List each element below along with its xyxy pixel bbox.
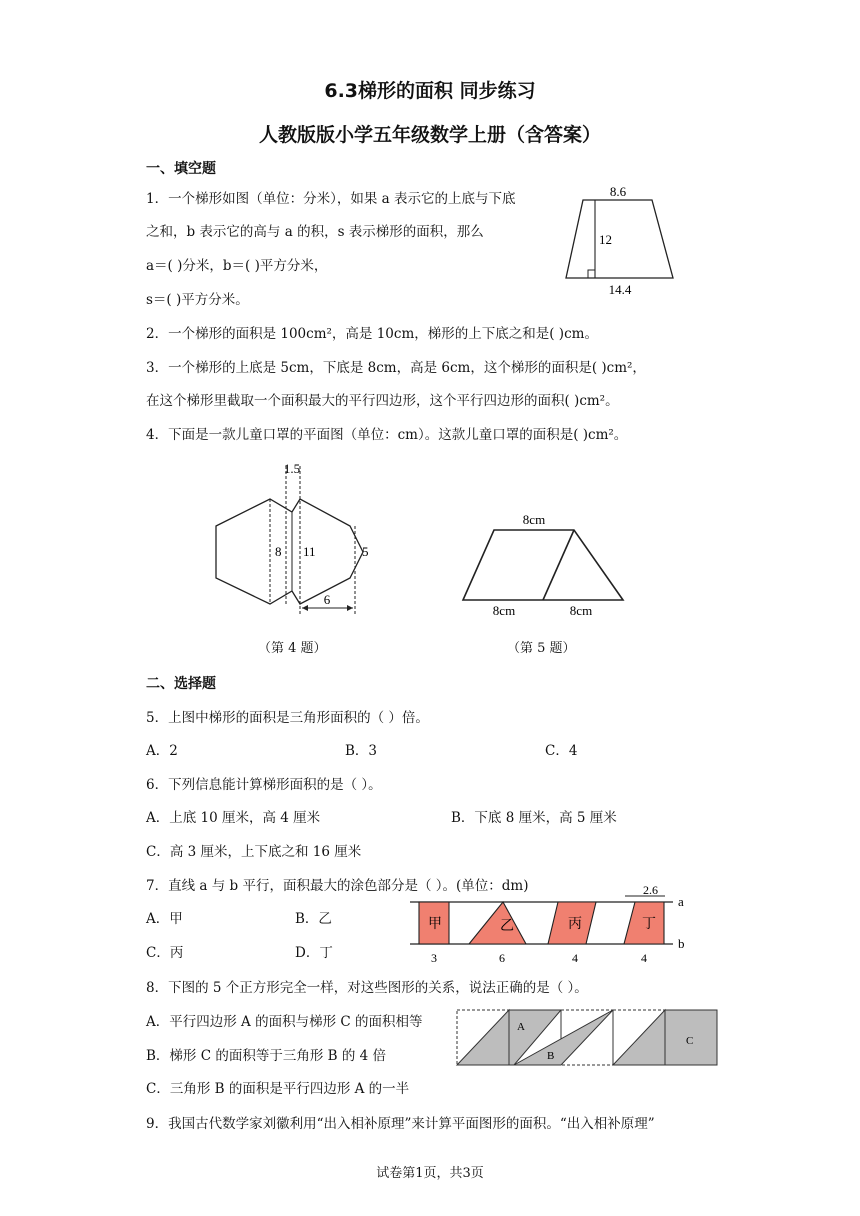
- trapezoid-top-label: 8.6: [609, 184, 627, 199]
- fig5-top-label: 8cm: [522, 512, 546, 527]
- shape-yi: [469, 902, 526, 944]
- fig5-divider: [543, 530, 574, 600]
- q8-label-b: B: [547, 1050, 555, 1062]
- mask-arrow-label: 6: [323, 592, 331, 607]
- q7-option-a: A．甲: [146, 911, 183, 927]
- q5-stem: 5．上图中梯形的面积是三角形面积的（ ）倍。: [146, 710, 429, 726]
- q7-line-b-label: b: [678, 936, 685, 951]
- q6-option-a: A．上底 10 厘米，高 4 厘米: [146, 810, 321, 826]
- mask-top-label: 1.5: [283, 461, 301, 476]
- q1-line4: s＝( )平方分米。: [146, 292, 249, 308]
- q7-bottom-ding: 4: [641, 951, 647, 965]
- q1-line2: 之和，b 表示它的高与 a 的积，s 表示梯形的面积，那么: [146, 224, 484, 240]
- q1-line3: a＝( )分米，b＝( )平方分米，: [146, 258, 328, 274]
- q7-figure: [405, 884, 695, 968]
- q7-bottom-jia: 3: [431, 951, 437, 965]
- q7-bottom-yi: 6: [499, 951, 505, 965]
- arrow-left-head: [302, 605, 308, 611]
- q8-label-c: C: [686, 1035, 694, 1047]
- page-title: 6.3梯形的面积 同步练习: [324, 80, 536, 102]
- q3-line1: 3．一个梯形的上底是 5cm，下底是 8cm，高是 6cm，这个梯形的面积是( )cm²，: [146, 360, 646, 376]
- trapezoid-shape: [566, 200, 673, 278]
- q8-option-c: C．三角形 B 的面积是平行四边形 A 的一半: [146, 1081, 410, 1097]
- fig5-trapezoid: [463, 530, 623, 600]
- q1-line1: 1．一个梯形如图（单位：分米），如果 a 表示它的上底与下底: [146, 191, 516, 207]
- q4-mask-figure: [205, 456, 380, 626]
- label-bing: 丙: [568, 917, 582, 932]
- label-yi: 乙: [500, 919, 514, 934]
- q7-line-a-label: a: [678, 894, 684, 909]
- q5-option-c: C．4: [545, 743, 578, 759]
- q8-option-a: A．平行四边形 A 的面积与梯形 C 的面积相等: [146, 1014, 423, 1030]
- trapezoid-bottom-label: 14.4: [608, 282, 632, 297]
- q5-option-b: B．3: [345, 743, 378, 759]
- q8-stem: 8．下图的 5 个正方形完全一样，对这些图形的关系，说法正确的是（ ）。: [146, 980, 588, 996]
- section-choice: 二、选择题: [146, 676, 216, 692]
- fig5-caption: （第 5 题）: [507, 641, 576, 656]
- q6-option-b: B．下底 8 厘米，高 5 厘米: [451, 810, 617, 826]
- q3-line2: 在这个梯形里截取一个面积最大的平行四边形，这个平行四边形的面积( )cm²。: [146, 393, 619, 409]
- page-subtitle: 人教版版小学五年级数学上册（含答案）: [258, 124, 601, 146]
- q7-option-b: B．乙: [295, 911, 332, 927]
- q8-figure: [452, 1006, 722, 1070]
- q6-stem: 6．下列信息能计算梯形面积的是（ ）。: [146, 777, 382, 793]
- fig5-bottom-left-label: 8cm: [492, 603, 516, 618]
- mask-mid-label: 11: [303, 544, 316, 559]
- mask-right-label: 5: [362, 544, 369, 559]
- q5-trapezoid-figure: [455, 508, 630, 620]
- q7-stem: 7．直线 a 与 b 平行，面积最大的涂色部分是（ ）。(单位：dm): [146, 878, 529, 894]
- trapezoid-height-label: 12: [599, 232, 612, 247]
- q2-line1: 2．一个梯形的面积是 100cm²，高是 10cm，梯形的上下底之和是( )cm。: [146, 326, 598, 342]
- q8-triangle-right: [613, 1010, 665, 1065]
- q6-option-c: C．高 3 厘米，上下底之和 16 厘米: [146, 844, 362, 860]
- q5-option-a: A．2: [146, 743, 178, 759]
- label-ding: 丁: [642, 917, 656, 932]
- q8-triangle-left: [457, 1010, 509, 1065]
- page-footer: 试卷第1页，共3页: [376, 1166, 484, 1181]
- label-jia: 甲: [428, 917, 442, 932]
- q7-bottom-bing: 4: [572, 951, 578, 965]
- q8-label-a: A: [517, 1021, 525, 1033]
- q8-option-b: B．梯形 C 的面积等于三角形 B 的 4 倍: [146, 1048, 387, 1064]
- q7-top-dim-label: 2.6: [643, 884, 658, 897]
- right-angle-mark: [588, 270, 595, 278]
- mask-left-label: 8: [275, 544, 282, 559]
- q9-line1: 9．我国古代数学家刘徽利用“出入相补原理”来计算平面图形的面积。“出入相补原理”: [146, 1116, 655, 1132]
- mask-outline: [216, 499, 363, 604]
- fig5-bottom-right-label: 8cm: [569, 603, 593, 618]
- q1-trapezoid-figure: [556, 182, 686, 300]
- arrow-right-head: [347, 605, 353, 611]
- q7-option-d: D．丁: [295, 945, 333, 961]
- q7-option-c: C．丙: [146, 945, 184, 961]
- section-fill-in: 一、填空题: [146, 161, 216, 177]
- fig4-caption: （第 4 题）: [258, 641, 327, 656]
- q4-line1: 4．下面是一款儿童口罩的平面图（单位：cm）。这款儿童口罩的面积是( )cm²。: [146, 427, 628, 443]
